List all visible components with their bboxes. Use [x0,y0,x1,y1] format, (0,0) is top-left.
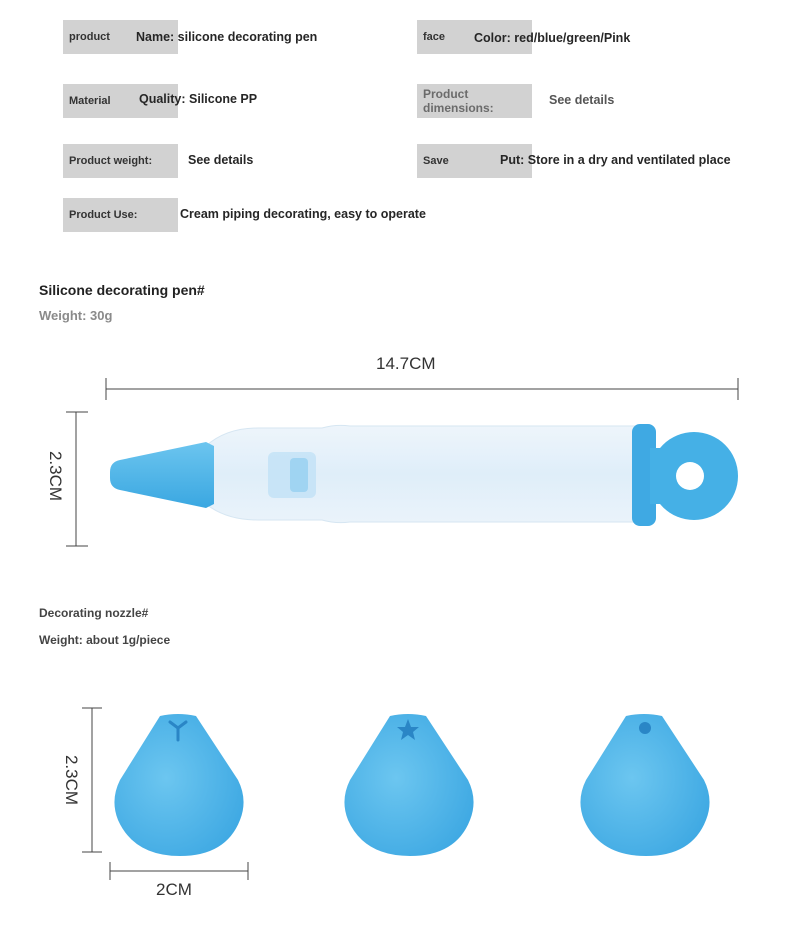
nozzle-height-label: 2.3CM [62,754,82,806]
pen-weight: Weight: 30g [39,308,113,323]
nozzle-height-dimension [82,708,102,852]
spec-label-dimensions: Product dimensions: [417,84,532,118]
nozzle-y-tip [114,714,243,856]
spec-value-name: Name: silicone decorating pen [136,30,318,44]
nozzle-weight: Weight: about 1g/piece [39,633,171,647]
spec-value-dimensions: See details [549,93,615,107]
spec-value-quality: Quality: Silicone PP [139,92,258,106]
spec-value-weight: See details [188,153,254,167]
spec-label-material: Material [63,84,178,118]
nozzle-round-tip [580,714,709,856]
spec-label-save: Save [417,144,532,178]
pen-length-label: 14.7CM [376,354,436,373]
spec-value-storage: Put: Store in a dry and ventilated place [500,153,731,167]
spec-label-product: product [63,20,178,54]
spec-label-weight: Product weight: [63,144,178,178]
nozzle-width-dimension [110,862,248,880]
nozzle-title: Decorating nozzle# [39,606,149,620]
spec-value-color: Color: red/blue/green/Pink [474,31,631,45]
pen-title: Silicone decorating pen# [39,282,205,298]
pen-height-dimension [66,412,88,546]
spec-label-face: face [417,20,532,54]
pen-length-dimension [106,378,738,400]
spec-label-use: Product Use: [63,198,178,232]
pen-tip [110,442,214,508]
nozzle-star-tip [344,714,473,856]
spec-value-use: Cream piping decorating, easy to operate [180,207,426,221]
nozzle-width-label: 2CM [156,880,192,899]
pen-height-label: 2.3CM [46,450,66,502]
